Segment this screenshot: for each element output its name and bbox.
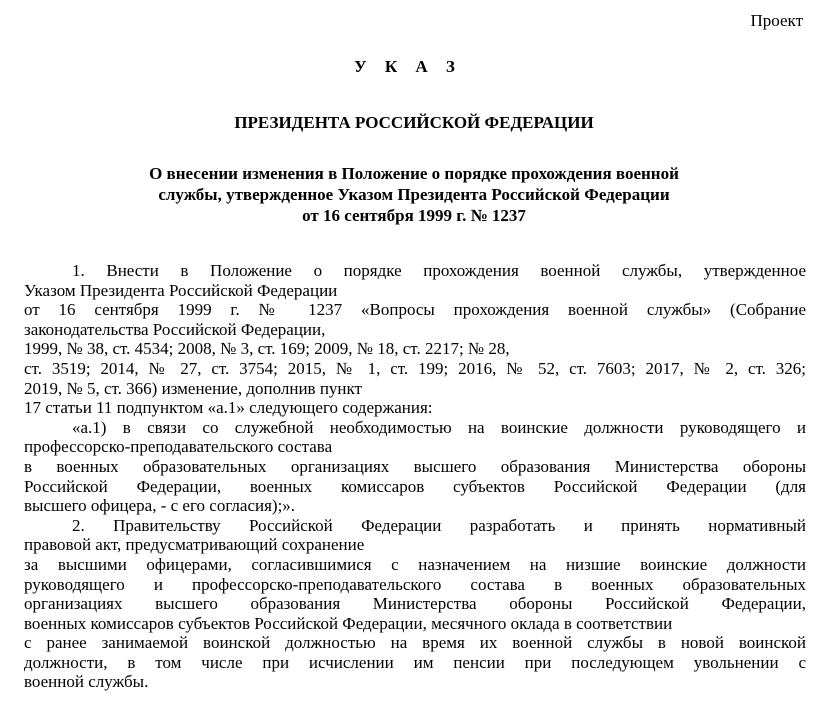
- document-subtitle: ПРЕЗИДЕНТА РОССИЙСКОЙ ФЕДЕРАЦИИ: [234, 113, 594, 132]
- body-line: должности, в том числе при исчислении им пенсии при последующем увольнении с: [24, 652, 806, 672]
- document-body: [24, 261, 806, 692]
- body-line: 2019, № 5, ст. 366) изменение, дополнив пункт: [24, 378, 362, 398]
- document-title: У К А З: [354, 57, 462, 76]
- subject-line: от 16 сентября 1999 г. № 1237: [302, 206, 526, 225]
- body-line: с ранее занимаемой воинской должностью на время их военной службы в новой воинской: [24, 633, 806, 653]
- subject-line: О внесении изменения в Положение о порядке прохождения военной: [149, 164, 679, 183]
- body-line: за высшими офицерами, согласившимися с назначением на низшие воинские должности: [24, 554, 806, 574]
- body-line: ст. 3519; 2014, № 27, ст. 3754; 2015, № 1, ст. 199; 2016, № 52, ст. 7603; 2017, № 2, ст. 326;: [24, 358, 806, 378]
- body-line: «а.1) в связи со служебной необходимостью на воинские должности руководящего и: [72, 417, 806, 437]
- body-line: организациях высшего образования Министерства обороны Российской Федерации,: [24, 594, 806, 614]
- body-line: 17 статьи 11 подпунктом «а.1» следующего содержания:: [24, 398, 433, 418]
- body-line: высшего офицера, - с его согласия);».: [24, 496, 296, 516]
- body-line: 2. Правительству Российской Федерации разработать и принять нормативный: [72, 515, 806, 535]
- body-line: военных комиссаров субъектов Российской Федерации, месячного оклада в соответствии: [24, 613, 673, 633]
- body-line: в военных образовательных организациях высшего образования Министерства обороны: [24, 456, 806, 476]
- body-line: правовой акт, предусматривающий сохранение: [24, 535, 365, 555]
- draft-label: Проект: [750, 11, 803, 30]
- body-line: 1. Внести в Положение о порядке прохождения военной службы, утвержденное: [72, 261, 806, 280]
- body-line: 1999, № 38, ст. 4534; 2008, № 3, ст. 169; 2009, № 18, ст. 2217; № 28,: [24, 339, 510, 359]
- body-line: законодательства Российской Федерации,: [24, 319, 326, 339]
- body-line: военной службы.: [24, 672, 149, 692]
- body-line: профессорско-преподавательского состава: [24, 437, 333, 457]
- body-line: Указом Президента Российской Федерации: [24, 280, 338, 300]
- subject-line: службы, утвержденное Указом Президента Российской Федерации: [158, 185, 670, 204]
- body-line: Российской Федерации, военных комиссаров субъектов Российской Федерации (для: [24, 476, 806, 496]
- document-subject: [0, 163, 816, 226]
- body-line: от 16 сентября 1999 г. № 1237 «Вопросы прохождения военной службы» (Собрание: [24, 300, 806, 320]
- body-line: руководящего и профессорско-преподавательского состава в военных образовательных: [24, 574, 806, 594]
